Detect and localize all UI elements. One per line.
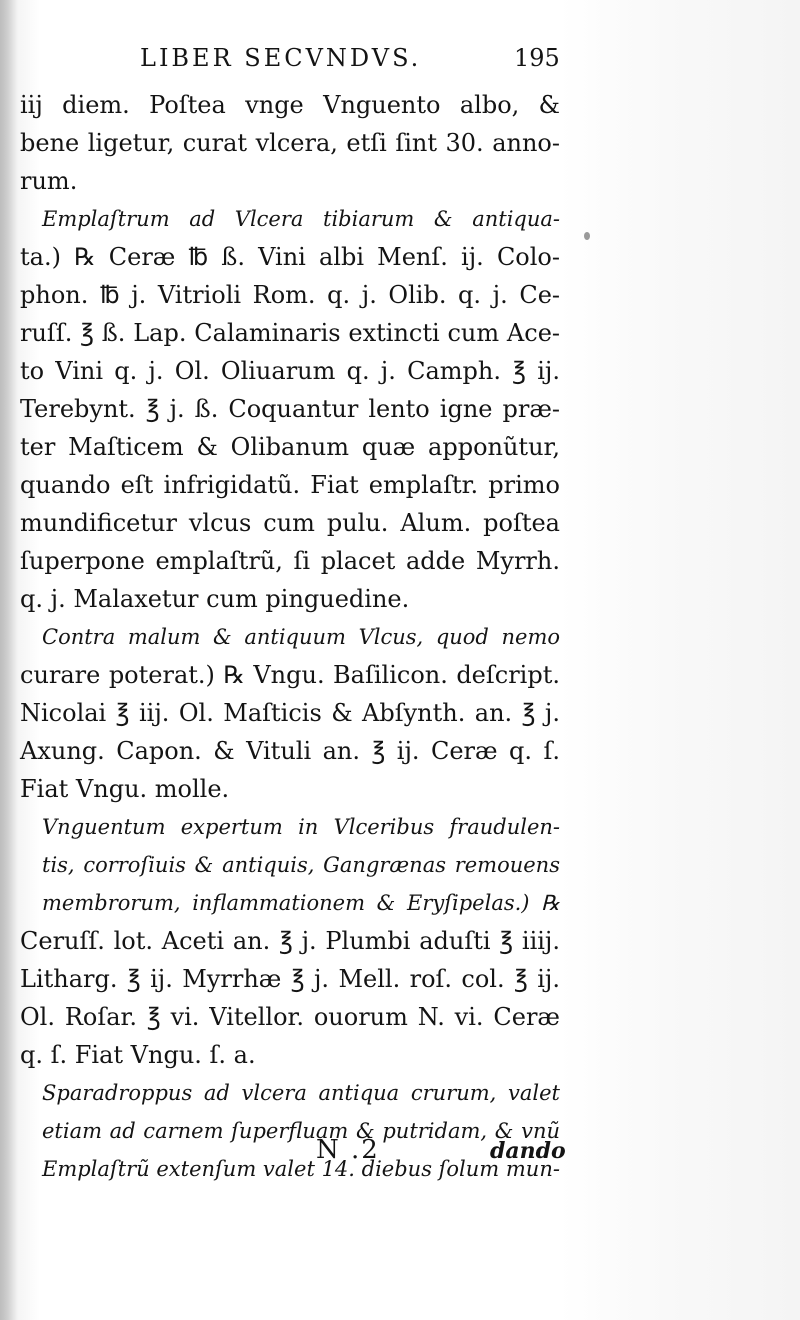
recipe-heading-line: Vnguentum expertum in Vlceribus fraudulen- (42, 815, 560, 839)
text-line: Nicolai ℥ iij. Ol. Maſticis & Abſynth. an. ℥ j. (20, 699, 560, 727)
recipe-heading-line: Sparadroppus ad vlcera antiqua crurum, valet (42, 1081, 560, 1105)
recipe-heading-line: tis, corroſiuis & antiquis, Gangrænas remouens (42, 853, 560, 877)
text-line: ſuperpone emplaſtrũ, ſi placet adde Myrrh. (20, 547, 560, 575)
text-line: Axung. Capon. & Vituli an. ℥ ij. Ceræ q. ſ. (20, 737, 560, 765)
recipe-heading-line: membrorum, inflammationem & Eryſipelas.) ℞ (42, 891, 560, 915)
text-line: Fiat Vngu. molle. (20, 775, 230, 803)
text-block (20, 86, 560, 1188)
running-head: LIBER SECVNDVS. (140, 44, 422, 72)
recipe-heading-line: Emplaſtrũ extenſum valet 14. diebus ſolum mun- (42, 1157, 560, 1181)
text-line: phon. ℔ j. Vitrioli Rom. q. j. Olib. q. j. Ce- (20, 281, 560, 309)
text-line: rum. (20, 167, 78, 195)
recipe-heading-line: Emplaſtrum ad Vlcera tibiarum & antiqua- (42, 207, 560, 231)
paper-spot (584, 232, 590, 240)
text-line: ruſſ. ℥ ß. Lap. Calaminaris extincti cum Ace- (20, 319, 560, 347)
recipe-heading-line: Contra malum & antiquum Vlcus, quod nemo (42, 625, 560, 649)
text-line: ter Maſticem & Olibanum quæ apponũtur, (20, 433, 560, 461)
text-line: bene ligetur, curat vlcera, etſi ſint 30. anno- (20, 129, 560, 157)
text-line: to Vini q. j. Ol. Oliuarum q. j. Camph. ℥ ij. (20, 357, 560, 385)
text-line: Terebynt. ℥ j. ß. Coquantur lento igne præ- (20, 395, 560, 423)
recipe-heading-line: etiam ad carnem ſuperfluam & putridam, & vnũ (42, 1119, 560, 1143)
text-line: Litharg. ℥ ij. Myrrhæ ℥ j. Mell. roſ. col. ℥ ij. (20, 965, 560, 993)
text-line: quando eſt infrigidatũ. Fiat emplaſtr. primo (20, 471, 560, 499)
text-line: q. j. Malaxetur cum pinguedine. (20, 585, 410, 613)
text-line: ta.) ℞ Ceræ ℔ ß. Vini albi Menſ. ij. Colo- (20, 243, 560, 271)
text-line: iij diem. Poſtea vnge Vnguento albo, & (20, 91, 560, 119)
signature-mark: N .2 (316, 1135, 380, 1165)
text-line: mundificetur vlcus cum pulu. Alum. poſtea (20, 509, 560, 537)
text-line: q. ſ. Fiat Vngu. ſ. a. (20, 1041, 256, 1069)
text-line: Ceruſſ. lot. Aceti an. ℥ j. Plumbi aduſti ℥ iiij. (20, 927, 560, 955)
text-line: Ol. Roſar. ℥ vi. Vitellor. ouorum N. vi. Ceræ (20, 1003, 560, 1031)
page-number: 195 (514, 44, 560, 72)
gutter-shadow (0, 0, 18, 1320)
catchword: dando (490, 1138, 566, 1164)
text-line: curare poterat.) ℞ Vngu. Baſilicon. deſcript. (20, 661, 560, 689)
